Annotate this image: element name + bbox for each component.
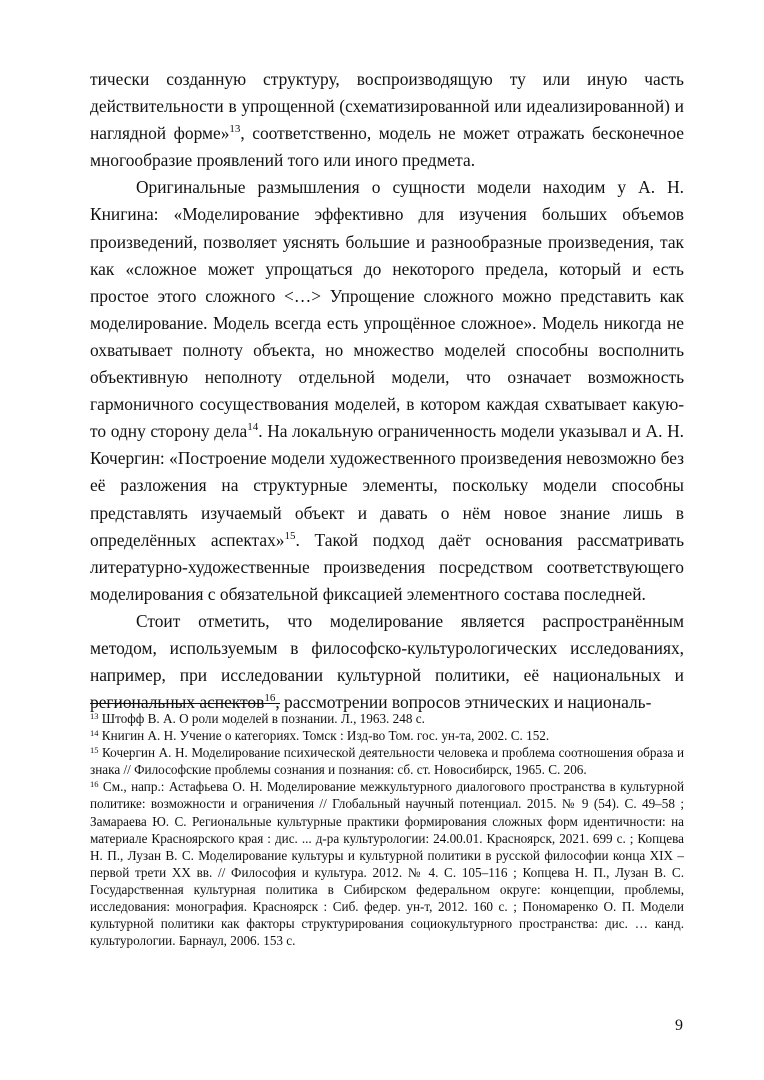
paragraph-2 <box>90 174 684 608</box>
footnote-ref-14[interactable]: 14 <box>247 421 259 434</box>
footnote-16 <box>90 778 684 949</box>
text-run: , соответственно, модель не может отражать бесконечное многообразие проявлений того или иного предмета. <box>90 123 684 171</box>
footnotes <box>90 710 684 949</box>
page-number: 9 <box>675 1017 683 1034</box>
footnote-number: 16 <box>90 779 99 790</box>
footnote-number: 14 <box>90 728 99 739</box>
footnote-ref-15[interactable]: 15 <box>284 529 296 542</box>
footnote-text: Кочергин А. Н. Моделирование психической деятельности человека и проблема соотношения образа и знака // Философские проблемы сознания и познания: сб. ст. Новосибирск, 1965. С. 206. <box>90 745 684 778</box>
footnote-13 <box>90 710 684 727</box>
footnote-15 <box>90 744 684 778</box>
footnote-separator <box>90 703 280 704</box>
footnote-number: 15 <box>90 745 99 756</box>
text-run: тически созданную структуру, воспроизводящую ту или иную часть действительности в упрощенной (схематизированной или идеализированной) и наглядной форме» <box>90 69 684 144</box>
footnote-number: 13 <box>90 711 99 721</box>
footnote-ref-13[interactable]: 13 <box>229 123 241 136</box>
footnote-14 <box>90 727 684 744</box>
footnote-ref-16[interactable]: 16 <box>264 692 276 705</box>
text-run: . Такой подход даёт основания рассматривать литературно-художественные произведения посредством соответствующего моделирования с обязательной фиксацией элементного состава последней. <box>90 529 684 604</box>
footnote-text: См., напр.: Астафьева О. Н. Моделирование межкультурного диалогового пространства в культурной политике: возможности и ограничения // Глобальный научный потенциал. 2015. № 9 (54). С. 49–58 ; Замараева Ю. С. Региональные культурные практики формирования сложных форм идентичности: на материале Красноярского края : дис. ... д-ра культурологии: 24.00.01. Красноярск, 2021. 699 с. ; Копцева Н. П., Лузан В. С. Моделирование культуры и культурной политики в русской философии конца XIX – первой трети XX вв. // Философия и культура. 2012. № 4. С. 105–116 ; Копцева Н. П., Лузан В. С. Государственная культурная политика в Сибирском федеральном округе: концепции, проблемы, исследования: монография. Красноярск : Сиб. федер. ун-т, 2012. 160 с. ; Пономаренко О. П. Модели культурной политики как факторы структурирования социокультурного пространства: дис. … канд. культурологии. Барнаул, 2006. 153 с. <box>90 779 684 949</box>
text-run: Оригинальные размышления о сущности модели находим у А. Н. Книгина: «Моделирование эффективно для изучения больших объемов произведений, позволяет уяснять большие и разнообразные произведения, так как «сложное может упрощаться до некоторого предела, который и есть простое этого сложного <…> Упрощение сложного можно представить как моделирование. Модель всегда есть упрощённое сложное». Модель никогда не охватывает полноту объекта, но множество моделей способны восполнить объективную неполноту отдельной модели, что означает возможность гармоничного сосуществования моделей, в котором каждая схватывает какую-то одну сторону дела <box>90 177 684 442</box>
paragraph-3 <box>90 608 684 716</box>
text-run: Стоит отметить, что моделирование является распространённым методом, используемым в философско-культурологических исследованиях, например, при исследовании культурной политики, её национальных и региональных аспектов <box>90 610 684 713</box>
paragraph-1 <box>90 66 684 174</box>
text-run: . На локальную ограниченность модели указывал и А. Н. Кочергин: «Построение модели художественного произведения невозможно без её разложения на структурные элементы, поскольку модели способны представлять изучаемый объект и давать о нём новое знание лишь в определённых аспектах» <box>90 421 685 550</box>
footnote-text: Книгин А. Н. Учение о категориях. Томск : Изд-во Том. гос. ун-та, 2002. С. 152. <box>101 728 550 744</box>
footnote-text: Штофф В. А. О роли моделей в познании. Л., 1963. 248 с. <box>101 711 425 726</box>
text-run: , рассмотрении вопросов этнических и националь- <box>275 692 652 713</box>
body-text <box>90 66 684 716</box>
